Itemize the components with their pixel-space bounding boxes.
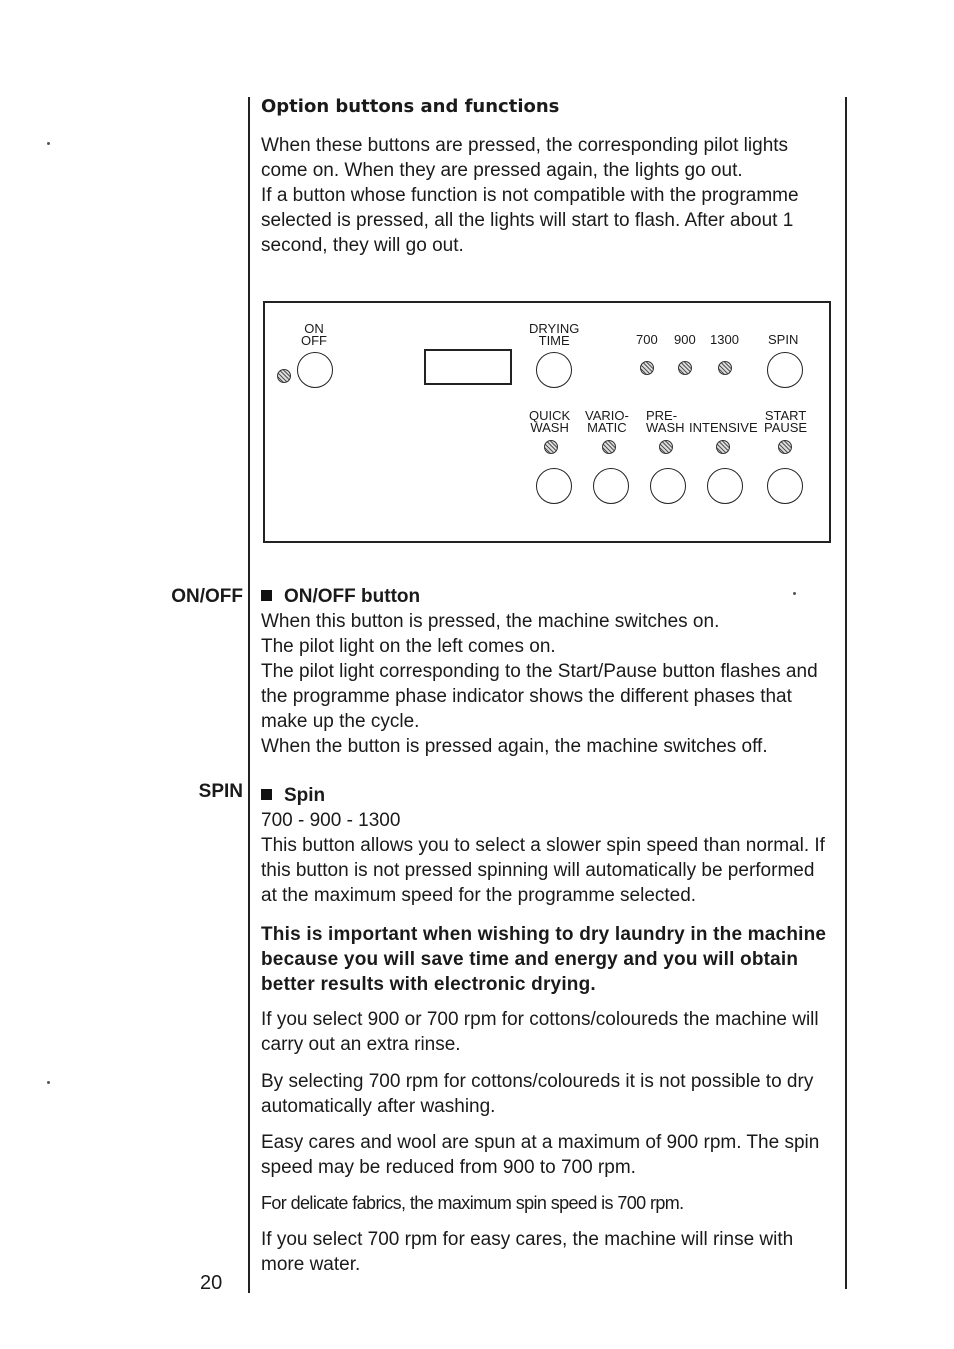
off-label: OFF (301, 333, 327, 348)
wash-label: WASH (530, 420, 569, 435)
pause-label: PAUSE (764, 420, 808, 435)
variomatic-light (602, 440, 616, 454)
spin-note-1: If you select 900 or 700 rpm for cottons/coloureds the machine will carry out an extra rinse. (261, 1009, 819, 1055)
spin-heading-text: Spin (284, 785, 326, 806)
bullet-icon (261, 789, 272, 800)
speed-900-light (678, 361, 692, 375)
on-off-heading-text: ON/OFF button (284, 586, 421, 607)
spin-heading (261, 785, 325, 807)
start-pause-label (764, 410, 807, 434)
on-off-line-2: The pilot light on the left comes on. (261, 636, 556, 657)
drying-label: DRYING (529, 321, 580, 336)
left-margin-rule (248, 97, 250, 1293)
on-off-pilot-light (277, 369, 291, 383)
start-pause-light (778, 440, 792, 454)
speed-700-label: 700 (636, 332, 658, 347)
intensive-label: INTENSIVE (689, 420, 758, 435)
on-off-line-1: When this button is pressed, the machine switches on. (261, 611, 720, 632)
on-label: ON (304, 321, 324, 336)
prewash-button[interactable] (650, 468, 686, 504)
intro-paragraph-1: When these buttons are pressed, the corresponding pilot lights come on. When they are pressed again, the lights go out. (261, 135, 789, 181)
section-title: Option buttons and functions (261, 96, 560, 117)
quick-wash-light (544, 440, 558, 454)
spin-description: This button allows you to select a slower spin speed than normal. If this button is not pressed spinning will automatically be performed at the maximum speed for the programme selected. (261, 835, 825, 906)
prewash-wash-label: WASH (646, 420, 685, 435)
speed-700-light (640, 361, 654, 375)
on-off-line-4: When the button is pressed again, the machine switches off. (261, 736, 768, 757)
spin-note-4: For delicate fabrics, the maximum spin speed is 700 rpm. (261, 1193, 684, 1213)
quick-label: QUICK (529, 408, 571, 423)
scan-dot (47, 142, 50, 145)
prewash-light (659, 440, 673, 454)
vario-label: VARIO- (585, 408, 629, 423)
on-off-button[interactable] (297, 352, 333, 388)
right-margin-rule (845, 97, 847, 1289)
on-off-side-label: ON/OFF (171, 586, 243, 607)
spin-important-note: This is important when wishing to dry laundry in the machine because you will save time and energy and you will obtain better results with electronic drying. (261, 924, 827, 995)
scan-dot (793, 592, 796, 595)
on-off-line-3: The pilot light corresponding to the Start/Pause button flashes and the programme phase indicator shows the different phases that make up the cycle. (261, 661, 818, 732)
speed-1300-label: 1300 (710, 332, 739, 347)
bullet-icon (261, 590, 272, 601)
scan-dot (47, 1081, 50, 1084)
prewash-label (646, 410, 685, 434)
spin-label: SPIN (768, 332, 799, 347)
variomatic-button[interactable] (593, 468, 629, 504)
intensive-light (716, 440, 730, 454)
spin-note-5: If you select 700 rpm for easy cares, the machine will rinse with more water. (261, 1229, 794, 1275)
programme-display (424, 349, 512, 385)
control-panel-diagram (263, 301, 831, 543)
start-label: START (764, 408, 807, 423)
spin-note-2: By selecting 700 rpm for cottons/coloureds it is not possible to dry automatically after washing. (261, 1071, 814, 1117)
drying-time-label (529, 323, 579, 347)
spin-side-label: SPIN (198, 781, 243, 802)
spin-note-3: Easy cares and wool are spun at a maximum of 900 rpm. The spin speed may be reduced from 900 to 700 rpm. (261, 1132, 820, 1178)
intensive-button[interactable] (707, 468, 743, 504)
variomatic-label (585, 410, 629, 434)
spin-speeds: 700 - 900 - 1300 (261, 810, 401, 831)
matic-label: MATIC (587, 420, 627, 435)
time-label: TIME (538, 333, 570, 348)
quick-wash-label (529, 410, 570, 434)
pre-label: PRE- (646, 408, 678, 423)
quick-wash-button[interactable] (536, 468, 572, 504)
on-off-label (301, 323, 327, 347)
start-pause-button[interactable] (767, 468, 803, 504)
spin-button[interactable] (767, 352, 803, 388)
intro-paragraph-2: If a button whose function is not compatible with the programme selected is pressed, all the lights will start to flash. After about 1 second, they will go out. (261, 185, 799, 256)
drying-time-button[interactable] (536, 352, 572, 388)
on-off-heading (261, 586, 420, 608)
speed-900-label: 900 (674, 332, 696, 347)
page-number: 20 (200, 1272, 223, 1294)
speed-1300-light (718, 361, 732, 375)
